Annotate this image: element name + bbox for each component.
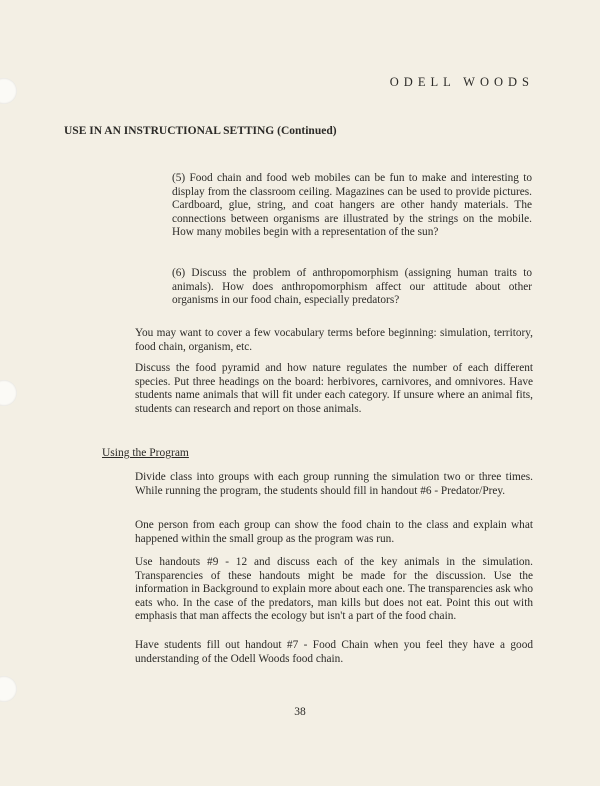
page-header: ODELL WOODS — [389, 75, 534, 89]
handouts-paragraph: Use handouts #9 - 12 and discuss each of the key animals in the simulation. Transparencies of these handouts might be made for the discussion. Use the information in Background to explain more about each one. The transparencies ask who eats who. In the case of the predators, man kills but does not eat. Point this out with emphasis that man affects the ecology but isn't a part of the food chain. — [135, 556, 533, 623]
groups-paragraph: Divide class into groups with each group running the simulation two or three times. While running the program, the students should fill in handout #6 - Predator/Prey. — [135, 471, 533, 497]
handout-7-paragraph: Have students fill out handout #7 - Food Chain when you feel they have a good understanding of the Odell Woods food chain. — [135, 639, 533, 665]
page-number: 38 — [294, 706, 306, 718]
binder-hole-bottom — [0, 676, 17, 702]
binder-hole-top — [0, 78, 17, 104]
vocabulary-paragraph: You may want to cover a few vocabulary terms before beginning: simulation, territory, food chain, organism, etc. — [135, 327, 533, 353]
using-program-heading: Using the Program — [102, 447, 189, 459]
activity-6: (6) Discuss the problem of anthropomorphism (assigning human traits to animals). How does anthropomorphism affect our attitude about other organisms in our food chain, especially predators? — [172, 267, 532, 307]
binder-hole-middle — [0, 380, 17, 406]
activity-5: (5) Food chain and food web mobiles can be fun to make and interesting to display from the classroom ceiling. Magazines can be used to provide pictures. Cardboard, glue, string, and coat hangers are other handy materials. The connections between organisms are illustrated by the strings on the mobile. How many mobiles begin with a representation of the sun? — [172, 172, 532, 239]
section-title: USE IN AN INSTRUCTIONAL SETTING (Continued) — [64, 125, 337, 137]
food-pyramid-paragraph: Discuss the food pyramid and how nature regulates the number of each different species. Put three headings on the board: herbivores, carnivores, and omnivores. Have students name animals that will fit under each category. If unsure where an animal fits, students can research and report on those animals. — [135, 362, 533, 415]
food-chain-show-paragraph: One person from each group can show the food chain to the class and explain what happened within the small group as the program was run. — [135, 519, 533, 545]
